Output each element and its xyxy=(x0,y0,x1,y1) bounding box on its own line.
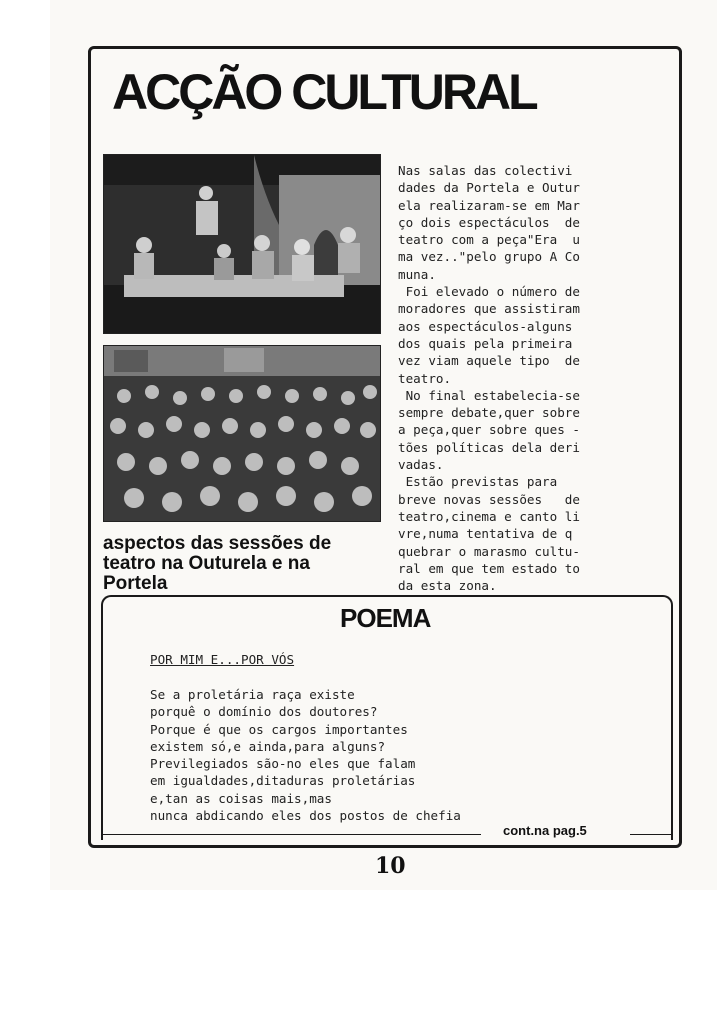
caption-line: Portela xyxy=(103,573,168,594)
article-line: ma vez.."pelo grupo A Co xyxy=(398,249,580,265)
caption-line: teatro na Outurela e na xyxy=(103,553,310,574)
caption-line: aspectos das sessões de xyxy=(103,533,332,554)
poem-text xyxy=(150,686,461,824)
stage-scene-image xyxy=(104,155,381,334)
article-line: Nas salas das colectivi xyxy=(398,163,573,178)
article-line: ela realizaram-se em Mar xyxy=(398,197,580,213)
continuation-rule xyxy=(630,834,673,835)
audience-photo xyxy=(103,345,381,522)
poem-line: Previlegiados são-no eles que falam xyxy=(150,756,416,772)
article-line: da esta zona. xyxy=(398,578,497,594)
article-line: a peça,quer sobre ques - xyxy=(398,422,580,438)
article-line: No final estabelecia-se xyxy=(398,387,580,403)
audience-scene-image xyxy=(104,346,381,522)
article-line: Estão previstas para xyxy=(398,474,558,490)
poem-line: nunca abdicando eles dos postos de chefia xyxy=(150,808,461,824)
article-line: ral em que tem estado to xyxy=(398,560,580,576)
poem-line: e,tan as coisas mais,mas xyxy=(150,790,332,806)
page-number: 10 xyxy=(375,853,406,879)
article-line: vre,numa tentativa de q xyxy=(398,526,573,542)
poem-line: porquê o domínio dos doutores? xyxy=(150,704,378,720)
poem-line: em igualdades,ditaduras proletárias xyxy=(150,773,416,789)
poem-line: existem só,e ainda,para alguns? xyxy=(150,738,386,754)
continuation-rule xyxy=(101,834,481,835)
article-line: quebrar o marasmo cultu- xyxy=(398,543,580,559)
poem-line: Porque é que os cargos importantes xyxy=(150,721,408,737)
photo-caption xyxy=(103,534,388,594)
article-line: dos quais pela primeira xyxy=(398,335,573,351)
article-line: teatro com a peça"Era u xyxy=(398,232,580,248)
article-line: teatro,cinema e canto li xyxy=(398,508,580,524)
poem-line: Se a proletária raça existe xyxy=(150,687,355,702)
article-line: moradores que assistiram xyxy=(398,301,580,317)
article-line: vez viam aquele tipo de xyxy=(398,353,580,369)
article-line: ço dois espectáculos de xyxy=(398,214,580,230)
page-title: ACÇÃO CULTURAL xyxy=(112,64,536,120)
article-line: breve novas sessões de xyxy=(398,491,580,507)
article-line: Foi elevado o número de xyxy=(398,284,580,300)
continuation-note: cont.na pag.5 xyxy=(503,823,587,838)
theatre-stage-photo xyxy=(103,154,381,334)
article-line: tões políticas dela deri xyxy=(398,439,580,455)
article-text xyxy=(398,162,654,594)
article-line: dades da Portela e Outur xyxy=(398,180,580,196)
article-line: muna. xyxy=(398,266,436,282)
article-line: teatro. xyxy=(398,370,452,386)
poem-title: POEMA xyxy=(340,603,431,633)
poem-subtitle: POR MIM E...POR VÓS xyxy=(150,652,295,667)
article-line: sempre debate,quer sobre xyxy=(398,405,580,421)
article-line: vadas. xyxy=(398,457,444,473)
article-line: aos espectáculos-alguns xyxy=(398,318,573,334)
